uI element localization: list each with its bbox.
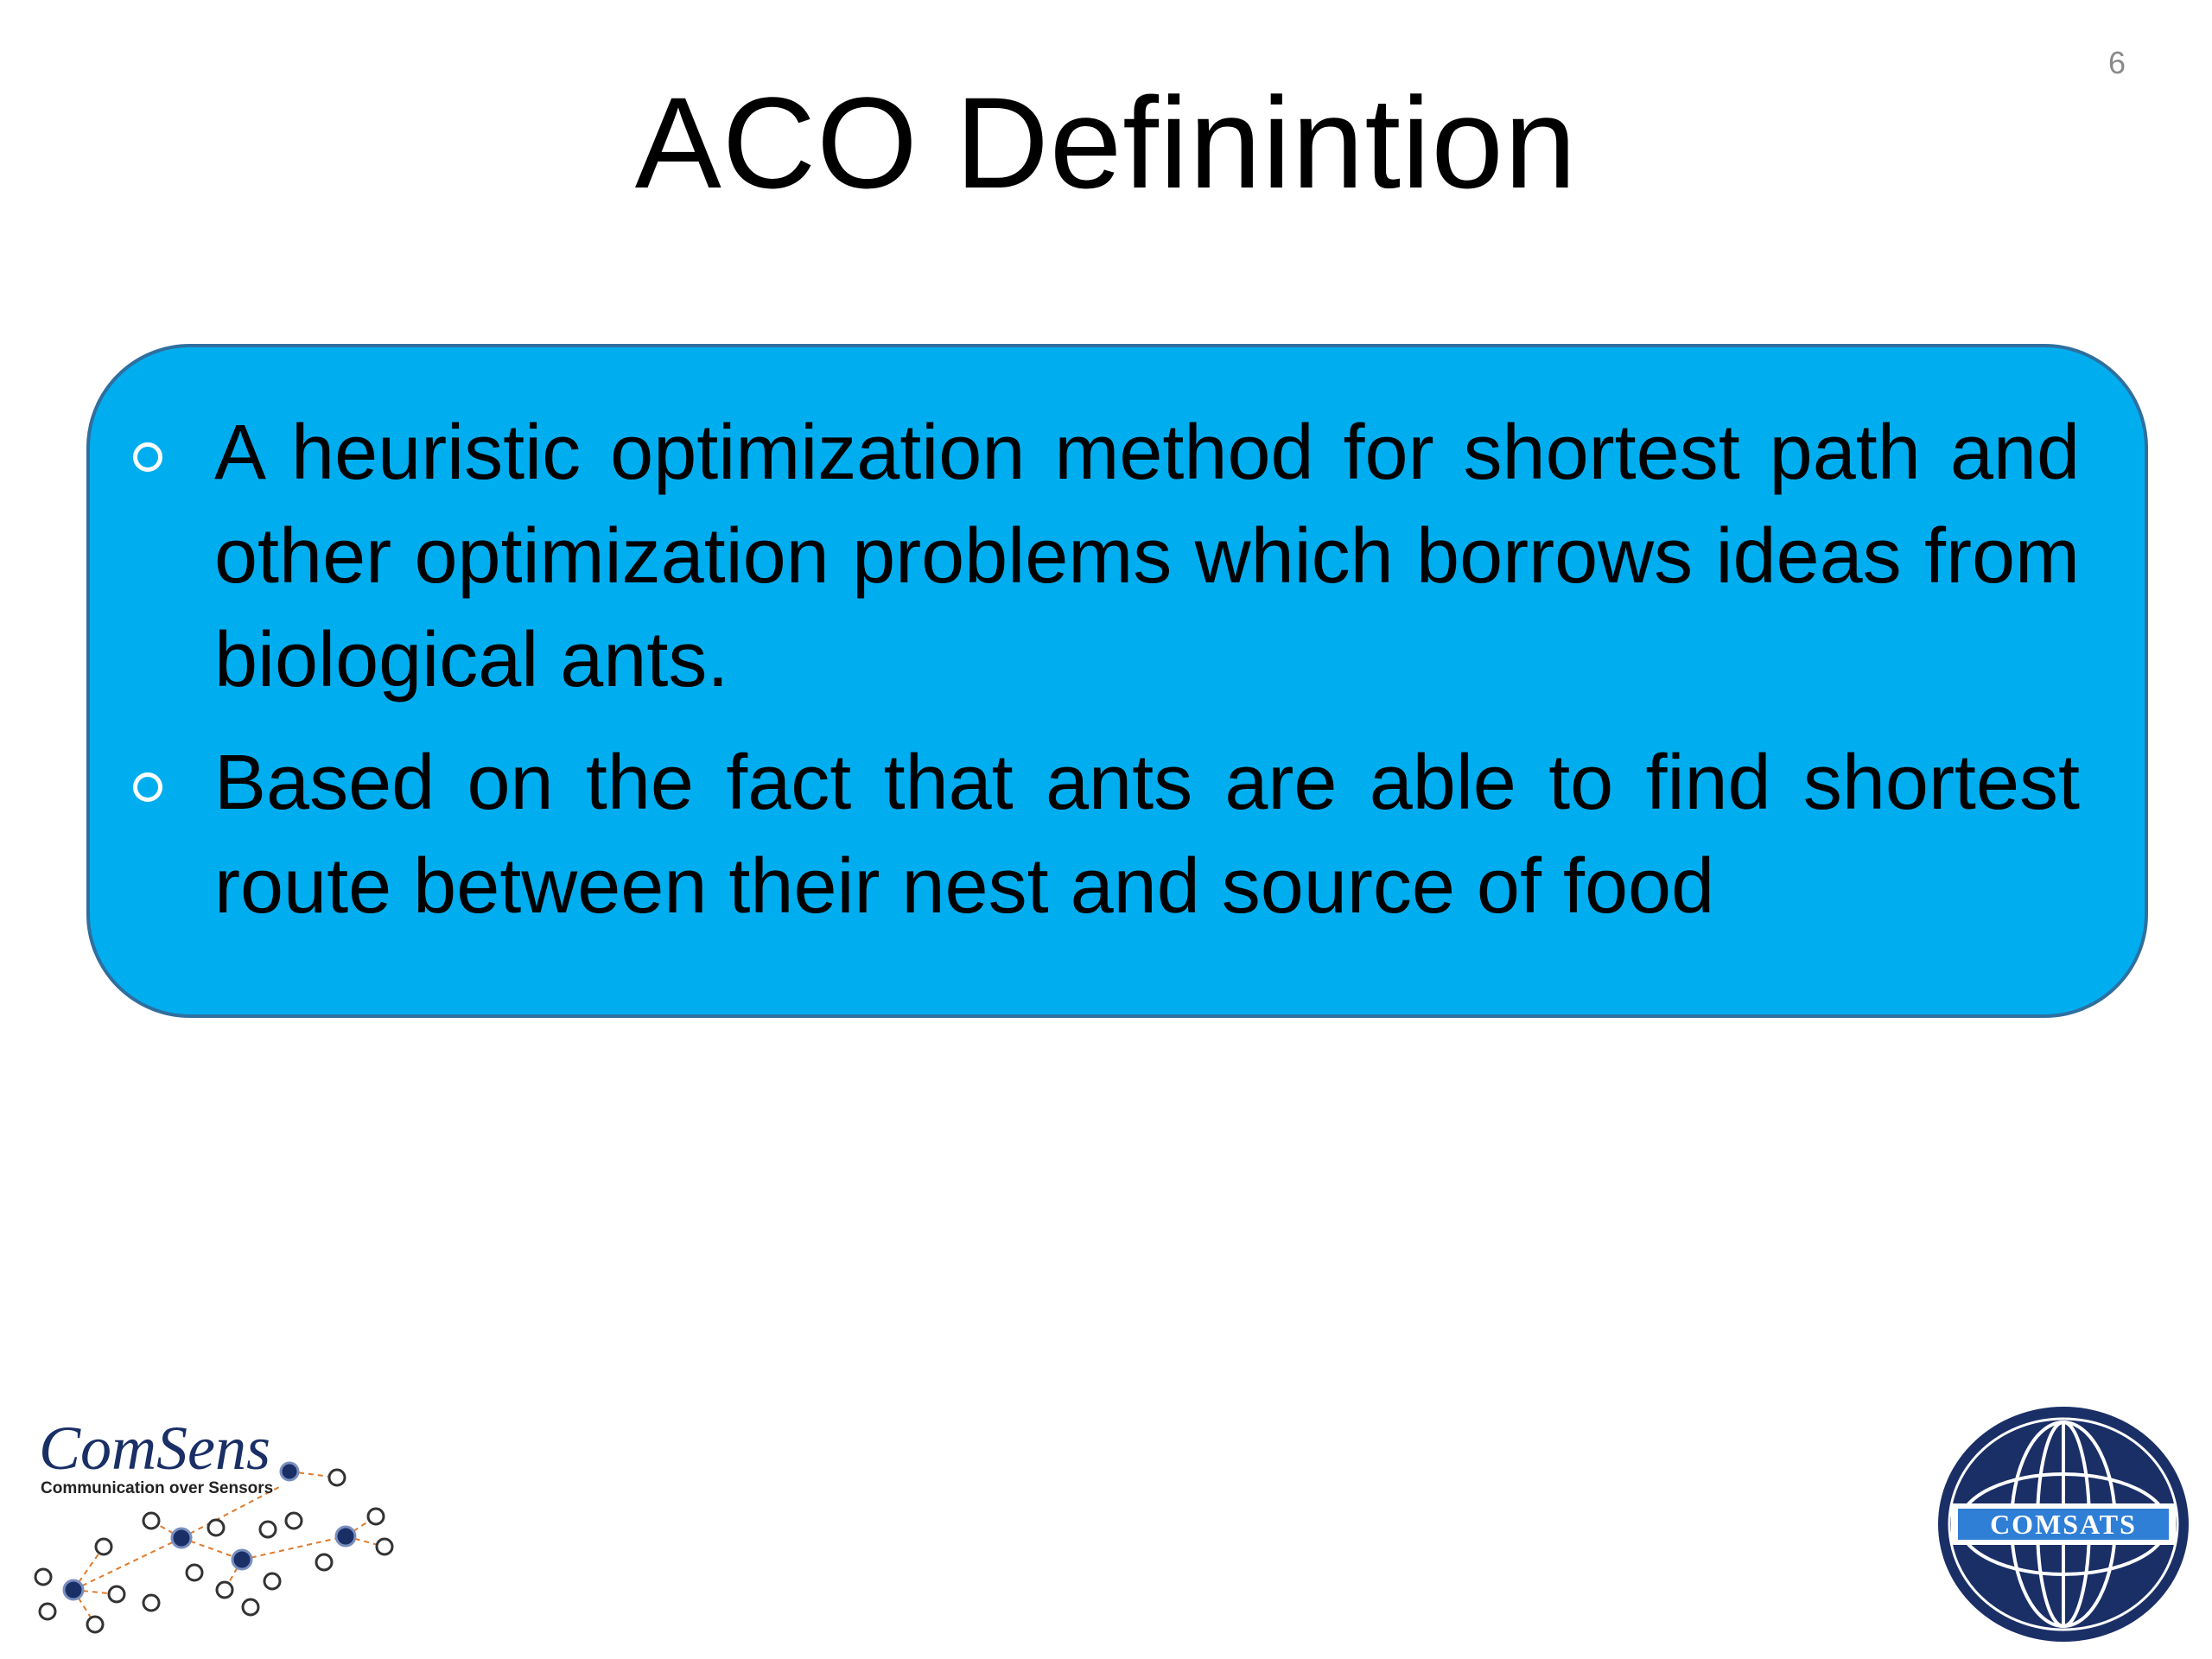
- slide-number: 6: [2107, 45, 2126, 80]
- comsats-logo: [1934, 1402, 2193, 1643]
- content-box: [86, 344, 2148, 1018]
- comsens-logo-name: ComSens: [39, 1417, 270, 1483]
- comsats-logo-name: COMSATS: [1990, 1509, 2137, 1540]
- hollow-circle-bullet-icon: [133, 442, 162, 472]
- bullet-text: Based on the fact that ants are able to find shortest route between their nest and source of food: [214, 740, 2080, 930]
- bullet-item: [133, 731, 2080, 938]
- comsens-logo-tagline: Communication over Sensors: [41, 1479, 274, 1497]
- hollow-circle-bullet-icon: [133, 772, 162, 802]
- comsens-logo: [22, 1417, 419, 1650]
- slide-title: ACO Definintion: [634, 70, 1578, 215]
- bullet-text: A heuristic optimization method for shortest path and other optimization problems which borrows ideas from biological ants.: [214, 410, 2080, 703]
- bullet-item: [133, 401, 2080, 712]
